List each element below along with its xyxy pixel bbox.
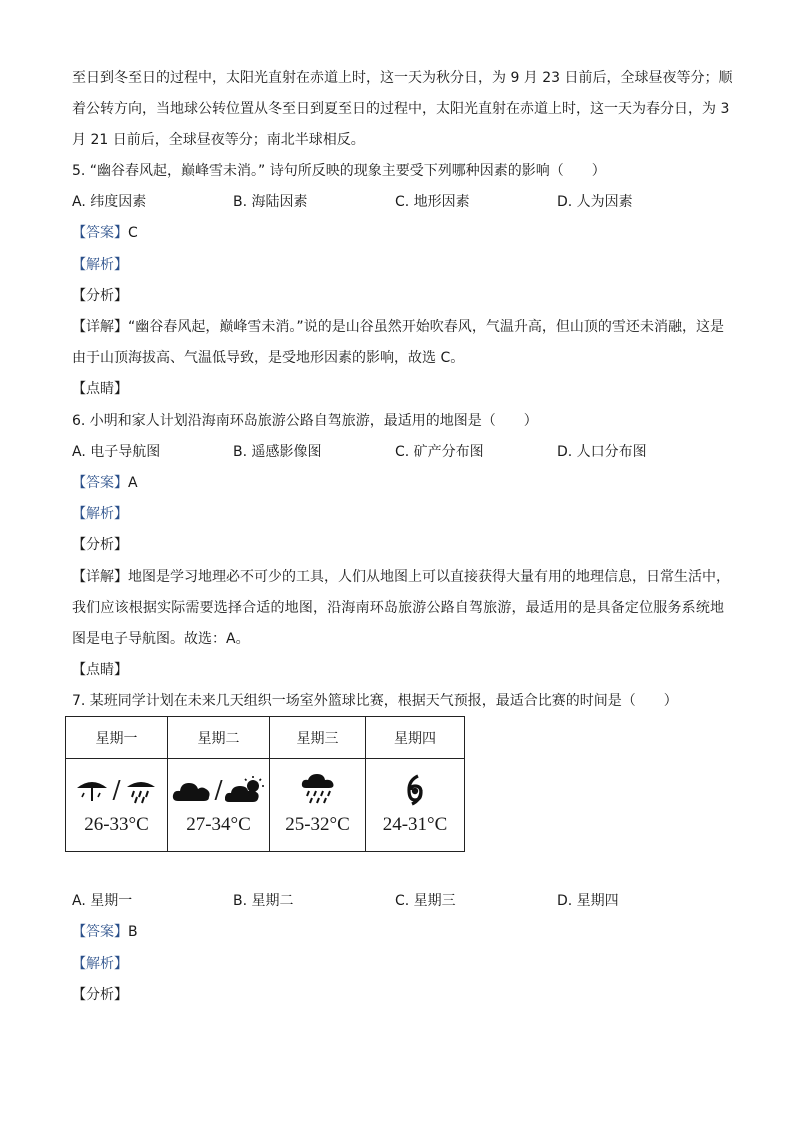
q5-analysis-label: 【解析】 [72, 257, 128, 273]
q5-fenxi-label: 【分析】 [72, 288, 128, 304]
temperature-range: 24-31°C [382, 814, 448, 835]
paragraph-line: 着公转方向，当地球公转位置从冬至日到夏至日的过程中，太阳光直射在赤道上时，这一天为春分日，为 3 [72, 101, 730, 117]
q6-detail-line [72, 567, 730, 587]
answer-label: 【答案】 [72, 924, 128, 940]
detail-text: 地图是学习地理必不可少的工具，人们从地图上可以直接获得大量有用的地理信息，日常生活中， [128, 569, 730, 585]
detail-text: “幽谷春风起，巅峰雪未消。”说的是山谷虽然开始吹春风，气温升高，但山顶的雪还未消融，这是 [128, 319, 724, 335]
q5-option-a: A. 纬度因素 [72, 194, 147, 210]
q6-detail-line: 图是电子导航图。故选：A。 [72, 631, 250, 647]
slash-separator: / [214, 776, 223, 804]
question-5-stem: 5. “幽谷春风起，巅峰雪未消。” 诗句所反映的现象主要受下列哪种因素的影响（ ） [72, 163, 606, 179]
weather-cell-tuesday [168, 759, 270, 852]
detail-label: 【详解】 [72, 319, 129, 335]
q6-fenxi-label: 【分析】 [72, 537, 128, 553]
weather-forecast-table [65, 716, 465, 852]
detail-label: 【详解】 [72, 569, 128, 585]
partly-cloudy-icon [225, 776, 265, 804]
q6-answer [72, 473, 724, 493]
temperature-range: 26-33°C [84, 814, 149, 835]
heavy-rain-icon [301, 774, 335, 806]
weather-body-row [66, 759, 465, 852]
q5-dianjing-label: 【点睛】 [72, 381, 128, 397]
day-header: 星期四 [366, 717, 465, 759]
light-rain-icon [74, 775, 110, 805]
answer-value: A [128, 475, 138, 491]
answer-value: B [128, 924, 138, 940]
day-header: 星期二 [168, 717, 270, 759]
answer-value: C [128, 225, 138, 241]
q7-option-c: C. 星期三 [395, 893, 456, 909]
day-header: 星期三 [270, 717, 366, 759]
q6-dianjing-label: 【点睛】 [72, 662, 128, 678]
question-6-stem: 6. 小明和家人计划沿海南环岛旅游公路自驾旅游，最适用的地图是（ ） [72, 413, 538, 429]
weather-cell-monday [66, 759, 168, 852]
q5-option-b: B. 海陆因素 [233, 194, 308, 210]
q6-option-a: A. 电子导航图 [72, 444, 161, 460]
q6-option-d: D. 人口分布图 [557, 444, 647, 460]
q5-detail-line [72, 317, 724, 337]
q5-option-c: C. 地形因素 [395, 194, 470, 210]
q7-option-b: B. 星期二 [233, 893, 294, 909]
q5-option-d: D. 人为因素 [557, 194, 633, 210]
paragraph-line: 至日到冬至日的过程中，太阳光直射在赤道上时，这一天为秋分日，为 9 月 23 日前后，全球昼夜等分；顺 [72, 70, 733, 86]
temperature-range: 27-34°C [186, 814, 251, 835]
temperature-range: 25-32°C [285, 814, 350, 835]
q5-detail-line: 由于山顶海拔高、气温低导致，是受地形因素的影响，故选 C。 [72, 350, 465, 366]
weather-cell-wednesday [270, 759, 366, 852]
q6-option-b: B. 遥感影像图 [233, 444, 322, 460]
q5-answer [72, 223, 724, 243]
q7-option-a: A. 星期一 [72, 893, 133, 909]
q7-option-d: D. 星期四 [557, 893, 619, 909]
q7-analysis-label: 【解析】 [72, 956, 128, 972]
q7-answer [72, 922, 724, 942]
q7-fenxi-label: 【分析】 [72, 987, 128, 1003]
question-7-stem: 7. 某班同学计划在未来几天组织一场室外篮球比赛，根据天气预报，最适合比赛的时间是（ ） [72, 693, 678, 709]
weather-cell-thursday [366, 759, 465, 852]
thundershower-icon [123, 775, 159, 805]
day-header: 星期一 [66, 717, 168, 759]
answer-label: 【答案】 [72, 475, 128, 491]
q6-analysis-label: 【解析】 [72, 506, 128, 522]
typhoon-icon [403, 774, 427, 806]
answer-label: 【答案】 [72, 225, 128, 241]
slash-separator: / [112, 776, 121, 804]
paragraph-line: 月 21 日前后，全球昼夜等分；南北半球相反。 [72, 132, 365, 148]
q6-option-c: C. 矿产分布图 [395, 444, 484, 460]
weather-header-row [66, 717, 465, 759]
cloudy-icon [172, 777, 212, 803]
q6-detail-line: 我们应该根据实际需要选择合适的地图，沿海南环岛旅游公路自驾旅游，最适用的是具备定位服务系统地 [72, 600, 724, 616]
